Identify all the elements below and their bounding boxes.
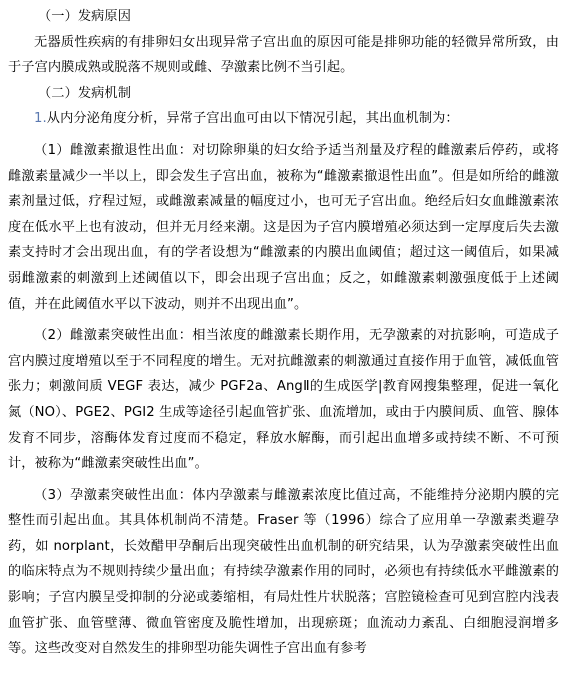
list-number: 1. <box>34 111 47 127</box>
paragraph-estrogen-withdrawal-bleeding: （1）雌激素撤退性出血：对切除卵巢的妇女给予适当剂量及疗程的雌激素后停药，或将雌激素量减少一半以上，即会发生子宫出血，被称为“雌激素撤退性出血”。但是如所给的雌激素剂量过低，疗程过短，或雌激素减量的幅度过小，也可无子宫出血。绝经后妇女血雌激素浓度在低水平上也有波动，但并无月经来潮。这是因为子宫内膜增殖必须达到一定厚度后失去激素支持时才会出现出血，有的学者设想为“雌激素的内膜出血阈值；超过这一阈值后，如果减弱雌激素的刺激到上述阈值以下，即会出现子宫出血；反之，如雌激素刺激强度低于上述阈值，并在此阈值水平以下波动，则并不出现出血”。 <box>8 142 559 312</box>
document-body <box>8 4 559 662</box>
intro-text: 从内分泌角度分析，异常子宫出血可由以下情况引起，其出血机制为： <box>46 111 459 127</box>
section-heading-causes: （一）发病原因 <box>38 9 132 24</box>
section-heading-mechanism: （二）发病机制 <box>38 85 132 101</box>
paragraph-estrogen-breakthrough-bleeding: （2）雌激素突破性出血：相当浓度的雌激素长期作用，无孕激素的对抗影响，可造成子宫内膜过度增殖以至于不同程度的增生。无对抗雌激素的刺激通过直接作用于血管，减低血管张力；刺激间质 VEGF 表达，减少 PGF2a、AngⅡ的生成医学|教育网搜集整理，促进一氧化氮（NO）、PGE2、PGI2 生成等途径引起血管扩张、血流增加，或由于内膜间质、血管、腺体发育不同步，溶酶体发育过度而不稳定，释放水解酶，而引起出血增多或持续不断、不可预计，被称为“雌激素突破性出血”。 <box>8 328 559 472</box>
paragraph-causes: 无器质性疾病的有排卵妇女出现异常子宫出血的原因可能是排卵功能的轻微异常所致，由于子宫内膜成熟或脱落不规则或雌、孕激素比例不当引起。 <box>8 34 559 76</box>
paragraph-mechanism-intro <box>8 106 559 132</box>
paragraph-progestin-breakthrough-bleeding: （3）孕激素突破性出血：体内孕激素与雌激素浓度比值过高，不能维持分泌期内膜的完整性而引起出血。其具体机制尚不清楚。Fraser 等（1996）综合了应用单一孕激素类避孕药，如 norplant，长效醋甲孕酮后出现突破性出血机制的研究结果，认为孕激素突破性出血的临床特点为不规则持续少量出血；有持续孕激素作用的同时，必须也有持续低水平雌激素的影响；子宫内膜呈受抑制的分泌或萎缩相，有局灶性片状脱落；宫腔镜检查可见到宫腔内浅表血管扩张、血管壁薄、微血管密度及脆性增加，出现瘀斑；血流动力紊乱、白细胞浸润增多等。这些改变对自然发生的排卵型功能失调性子宫出血有参考 <box>8 487 559 657</box>
